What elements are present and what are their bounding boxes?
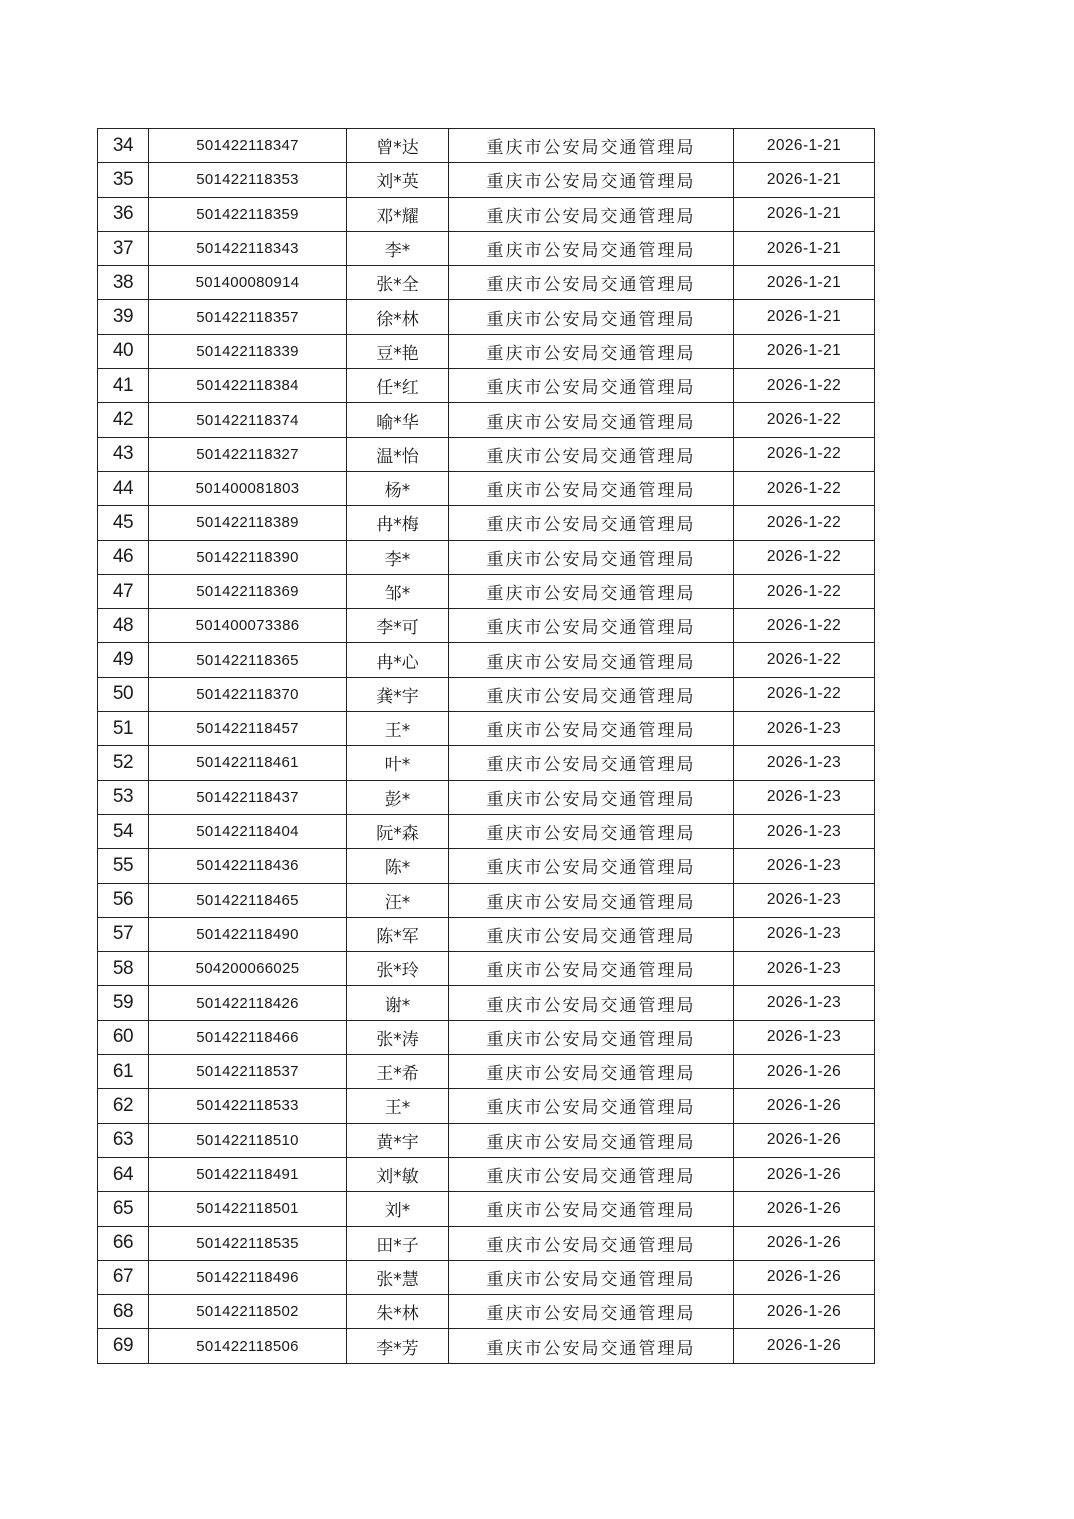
cell-date: 2026-1-21: [734, 197, 875, 231]
cell-issuing-authority: 重庆市公安局交通管理局: [449, 231, 734, 265]
cell-person-name: 谢*: [347, 986, 449, 1020]
table-row: [98, 231, 875, 265]
cell-person-name: 黄*宇: [347, 1123, 449, 1157]
cell-sequence-number: 54: [98, 814, 149, 848]
cell-date: 2026-1-22: [734, 540, 875, 574]
cell-date: 2026-1-23: [734, 986, 875, 1020]
cell-date: 2026-1-22: [734, 643, 875, 677]
roster-table-body: [98, 129, 875, 1364]
cell-id-number: 501422118384: [149, 369, 347, 403]
cell-date: 2026-1-21: [734, 300, 875, 334]
table-row: [98, 1157, 875, 1191]
cell-sequence-number: 43: [98, 437, 149, 471]
cell-person-name: 张*涛: [347, 1020, 449, 1054]
cell-issuing-authority: 重庆市公安局交通管理局: [449, 917, 734, 951]
cell-person-name: 张*慧: [347, 1260, 449, 1294]
cell-issuing-authority: 重庆市公安局交通管理局: [449, 1157, 734, 1191]
cell-id-number: 501422118501: [149, 1192, 347, 1226]
cell-sequence-number: 62: [98, 1089, 149, 1123]
cell-issuing-authority: 重庆市公安局交通管理局: [449, 677, 734, 711]
cell-issuing-authority: 重庆市公安局交通管理局: [449, 1089, 734, 1123]
cell-date: 2026-1-22: [734, 437, 875, 471]
table-row: [98, 506, 875, 540]
cell-issuing-authority: 重庆市公安局交通管理局: [449, 506, 734, 540]
roster-table: [97, 128, 875, 1364]
cell-id-number: 501422118537: [149, 1055, 347, 1089]
cell-person-name: 邹*: [347, 574, 449, 608]
cell-id-number: 501422118496: [149, 1260, 347, 1294]
table-row: [98, 677, 875, 711]
cell-id-number: 501400073386: [149, 609, 347, 643]
cell-date: 2026-1-21: [734, 163, 875, 197]
table-row: [98, 712, 875, 746]
table-row: [98, 574, 875, 608]
cell-id-number: 501422118437: [149, 780, 347, 814]
cell-sequence-number: 35: [98, 163, 149, 197]
cell-person-name: 刘*: [347, 1192, 449, 1226]
cell-person-name: 李*芳: [347, 1329, 449, 1363]
cell-id-number: 501422118491: [149, 1157, 347, 1191]
cell-sequence-number: 59: [98, 986, 149, 1020]
table-row: [98, 1260, 875, 1294]
cell-id-number: 501422118389: [149, 506, 347, 540]
table-row: [98, 746, 875, 780]
cell-person-name: 李*: [347, 231, 449, 265]
cell-issuing-authority: 重庆市公安局交通管理局: [449, 814, 734, 848]
table-row: [98, 540, 875, 574]
cell-id-number: 501422118347: [149, 129, 347, 163]
cell-issuing-authority: 重庆市公安局交通管理局: [449, 437, 734, 471]
cell-sequence-number: 34: [98, 129, 149, 163]
cell-sequence-number: 63: [98, 1123, 149, 1157]
cell-person-name: 徐*林: [347, 300, 449, 334]
table-row: [98, 849, 875, 883]
cell-id-number: 501400080914: [149, 266, 347, 300]
cell-person-name: 王*: [347, 712, 449, 746]
cell-issuing-authority: 重庆市公安局交通管理局: [449, 952, 734, 986]
cell-date: 2026-1-22: [734, 609, 875, 643]
cell-id-number: 501422118466: [149, 1020, 347, 1054]
cell-issuing-authority: 重庆市公安局交通管理局: [449, 369, 734, 403]
cell-id-number: 501400081803: [149, 471, 347, 505]
table-row: [98, 1089, 875, 1123]
cell-date: 2026-1-26: [734, 1157, 875, 1191]
table-row: [98, 403, 875, 437]
table-row: [98, 334, 875, 368]
cell-person-name: 陈*: [347, 849, 449, 883]
cell-issuing-authority: 重庆市公安局交通管理局: [449, 403, 734, 437]
cell-sequence-number: 60: [98, 1020, 149, 1054]
cell-sequence-number: 47: [98, 574, 149, 608]
cell-id-number: 501422118327: [149, 437, 347, 471]
cell-person-name: 王*希: [347, 1055, 449, 1089]
cell-sequence-number: 44: [98, 471, 149, 505]
cell-issuing-authority: 重庆市公安局交通管理局: [449, 129, 734, 163]
table-row: [98, 883, 875, 917]
cell-id-number: 501422118502: [149, 1295, 347, 1329]
cell-sequence-number: 42: [98, 403, 149, 437]
cell-sequence-number: 52: [98, 746, 149, 780]
cell-id-number: 501422118461: [149, 746, 347, 780]
cell-id-number: 501422118390: [149, 540, 347, 574]
cell-date: 2026-1-23: [734, 814, 875, 848]
table-row: [98, 1226, 875, 1260]
table-row: [98, 1329, 875, 1363]
cell-date: 2026-1-23: [734, 883, 875, 917]
table-row: [98, 986, 875, 1020]
cell-person-name: 冉*心: [347, 643, 449, 677]
cell-id-number: 501422118535: [149, 1226, 347, 1260]
table-row: [98, 609, 875, 643]
cell-id-number: 501422118533: [149, 1089, 347, 1123]
table-row: [98, 1123, 875, 1157]
cell-sequence-number: 51: [98, 712, 149, 746]
cell-person-name: 曾*达: [347, 129, 449, 163]
cell-sequence-number: 36: [98, 197, 149, 231]
cell-id-number: 501422118339: [149, 334, 347, 368]
cell-issuing-authority: 重庆市公安局交通管理局: [449, 1226, 734, 1260]
cell-date: 2026-1-21: [734, 334, 875, 368]
table-row: [98, 814, 875, 848]
cell-id-number: 501422118374: [149, 403, 347, 437]
table-row: [98, 952, 875, 986]
cell-person-name: 彭*: [347, 780, 449, 814]
cell-person-name: 喻*华: [347, 403, 449, 437]
table-row: [98, 129, 875, 163]
cell-date: 2026-1-26: [734, 1055, 875, 1089]
cell-id-number: 501422118365: [149, 643, 347, 677]
table-row: [98, 1055, 875, 1089]
cell-sequence-number: 37: [98, 231, 149, 265]
cell-issuing-authority: 重庆市公安局交通管理局: [449, 1123, 734, 1157]
cell-id-number: 501422118369: [149, 574, 347, 608]
cell-issuing-authority: 重庆市公安局交通管理局: [449, 1329, 734, 1363]
table-row: [98, 266, 875, 300]
cell-issuing-authority: 重庆市公安局交通管理局: [449, 1020, 734, 1054]
cell-sequence-number: 40: [98, 334, 149, 368]
cell-issuing-authority: 重庆市公安局交通管理局: [449, 334, 734, 368]
cell-sequence-number: 69: [98, 1329, 149, 1363]
table-row: [98, 197, 875, 231]
cell-sequence-number: 57: [98, 917, 149, 951]
cell-id-number: 501422118343: [149, 231, 347, 265]
cell-sequence-number: 48: [98, 609, 149, 643]
cell-issuing-authority: 重庆市公安局交通管理局: [449, 574, 734, 608]
cell-date: 2026-1-23: [734, 746, 875, 780]
cell-id-number: 501422118353: [149, 163, 347, 197]
cell-date: 2026-1-22: [734, 471, 875, 505]
cell-date: 2026-1-23: [734, 849, 875, 883]
cell-sequence-number: 53: [98, 780, 149, 814]
cell-person-name: 冉*梅: [347, 506, 449, 540]
cell-person-name: 李*可: [347, 609, 449, 643]
cell-issuing-authority: 重庆市公安局交通管理局: [449, 471, 734, 505]
cell-date: 2026-1-26: [734, 1226, 875, 1260]
cell-person-name: 杨*: [347, 471, 449, 505]
cell-date: 2026-1-26: [734, 1295, 875, 1329]
cell-person-name: 阮*森: [347, 814, 449, 848]
cell-issuing-authority: 重庆市公安局交通管理局: [449, 712, 734, 746]
cell-date: 2026-1-26: [734, 1192, 875, 1226]
cell-issuing-authority: 重庆市公安局交通管理局: [449, 1055, 734, 1089]
cell-date: 2026-1-26: [734, 1260, 875, 1294]
cell-issuing-authority: 重庆市公安局交通管理局: [449, 1295, 734, 1329]
cell-person-name: 王*: [347, 1089, 449, 1123]
cell-person-name: 豆*艳: [347, 334, 449, 368]
cell-sequence-number: 38: [98, 266, 149, 300]
cell-date: 2026-1-22: [734, 506, 875, 540]
cell-person-name: 温*怡: [347, 437, 449, 471]
cell-sequence-number: 65: [98, 1192, 149, 1226]
cell-sequence-number: 58: [98, 952, 149, 986]
cell-id-number: 501422118510: [149, 1123, 347, 1157]
cell-date: 2026-1-23: [734, 712, 875, 746]
cell-person-name: 田*子: [347, 1226, 449, 1260]
table-row: [98, 471, 875, 505]
cell-person-name: 李*: [347, 540, 449, 574]
cell-person-name: 任*红: [347, 369, 449, 403]
cell-id-number: 501422118359: [149, 197, 347, 231]
cell-person-name: 汪*: [347, 883, 449, 917]
table-row: [98, 369, 875, 403]
cell-id-number: 504200066025: [149, 952, 347, 986]
cell-sequence-number: 50: [98, 677, 149, 711]
cell-person-name: 龚*宇: [347, 677, 449, 711]
cell-date: 2026-1-23: [734, 917, 875, 951]
cell-person-name: 叶*: [347, 746, 449, 780]
cell-sequence-number: 56: [98, 883, 149, 917]
cell-id-number: 501422118465: [149, 883, 347, 917]
cell-person-name: 邓*耀: [347, 197, 449, 231]
cell-issuing-authority: 重庆市公安局交通管理局: [449, 1192, 734, 1226]
cell-date: 2026-1-22: [734, 574, 875, 608]
cell-sequence-number: 55: [98, 849, 149, 883]
cell-date: 2026-1-26: [734, 1329, 875, 1363]
cell-date: 2026-1-22: [734, 403, 875, 437]
table-row: [98, 780, 875, 814]
cell-date: 2026-1-22: [734, 369, 875, 403]
table-row: [98, 1295, 875, 1329]
table-row: [98, 1020, 875, 1054]
cell-sequence-number: 61: [98, 1055, 149, 1089]
cell-id-number: 501422118457: [149, 712, 347, 746]
cell-date: 2026-1-23: [734, 1020, 875, 1054]
cell-id-number: 501422118357: [149, 300, 347, 334]
cell-sequence-number: 68: [98, 1295, 149, 1329]
cell-sequence-number: 49: [98, 643, 149, 677]
cell-sequence-number: 39: [98, 300, 149, 334]
cell-sequence-number: 46: [98, 540, 149, 574]
cell-issuing-authority: 重庆市公安局交通管理局: [449, 883, 734, 917]
cell-issuing-authority: 重庆市公安局交通管理局: [449, 746, 734, 780]
table-row: [98, 917, 875, 951]
table-row: [98, 163, 875, 197]
cell-issuing-authority: 重庆市公安局交通管理局: [449, 300, 734, 334]
table-row: [98, 643, 875, 677]
cell-id-number: 501422118506: [149, 1329, 347, 1363]
cell-id-number: 501422118490: [149, 917, 347, 951]
cell-person-name: 张*玲: [347, 952, 449, 986]
cell-issuing-authority: 重庆市公安局交通管理局: [449, 163, 734, 197]
cell-issuing-authority: 重庆市公安局交通管理局: [449, 266, 734, 300]
cell-sequence-number: 66: [98, 1226, 149, 1260]
cell-id-number: 501422118404: [149, 814, 347, 848]
cell-sequence-number: 41: [98, 369, 149, 403]
cell-issuing-authority: 重庆市公安局交通管理局: [449, 609, 734, 643]
cell-person-name: 张*全: [347, 266, 449, 300]
cell-issuing-authority: 重庆市公安局交通管理局: [449, 197, 734, 231]
cell-date: 2026-1-21: [734, 266, 875, 300]
cell-issuing-authority: 重庆市公安局交通管理局: [449, 849, 734, 883]
table-row: [98, 437, 875, 471]
cell-date: 2026-1-22: [734, 677, 875, 711]
cell-sequence-number: 67: [98, 1260, 149, 1294]
cell-date: 2026-1-23: [734, 952, 875, 986]
cell-sequence-number: 64: [98, 1157, 149, 1191]
cell-date: 2026-1-23: [734, 780, 875, 814]
cell-person-name: 朱*林: [347, 1295, 449, 1329]
cell-id-number: 501422118370: [149, 677, 347, 711]
cell-person-name: 刘*英: [347, 163, 449, 197]
cell-sequence-number: 45: [98, 506, 149, 540]
cell-issuing-authority: 重庆市公安局交通管理局: [449, 540, 734, 574]
cell-issuing-authority: 重庆市公安局交通管理局: [449, 1260, 734, 1294]
cell-date: 2026-1-26: [734, 1089, 875, 1123]
cell-issuing-authority: 重庆市公安局交通管理局: [449, 986, 734, 1020]
cell-issuing-authority: 重庆市公安局交通管理局: [449, 780, 734, 814]
cell-id-number: 501422118426: [149, 986, 347, 1020]
table-row: [98, 1192, 875, 1226]
cell-date: 2026-1-26: [734, 1123, 875, 1157]
cell-issuing-authority: 重庆市公安局交通管理局: [449, 643, 734, 677]
cell-person-name: 刘*敏: [347, 1157, 449, 1191]
cell-person-name: 陈*军: [347, 917, 449, 951]
cell-date: 2026-1-21: [734, 231, 875, 265]
table-row: [98, 300, 875, 334]
cell-date: 2026-1-21: [734, 129, 875, 163]
cell-id-number: 501422118436: [149, 849, 347, 883]
